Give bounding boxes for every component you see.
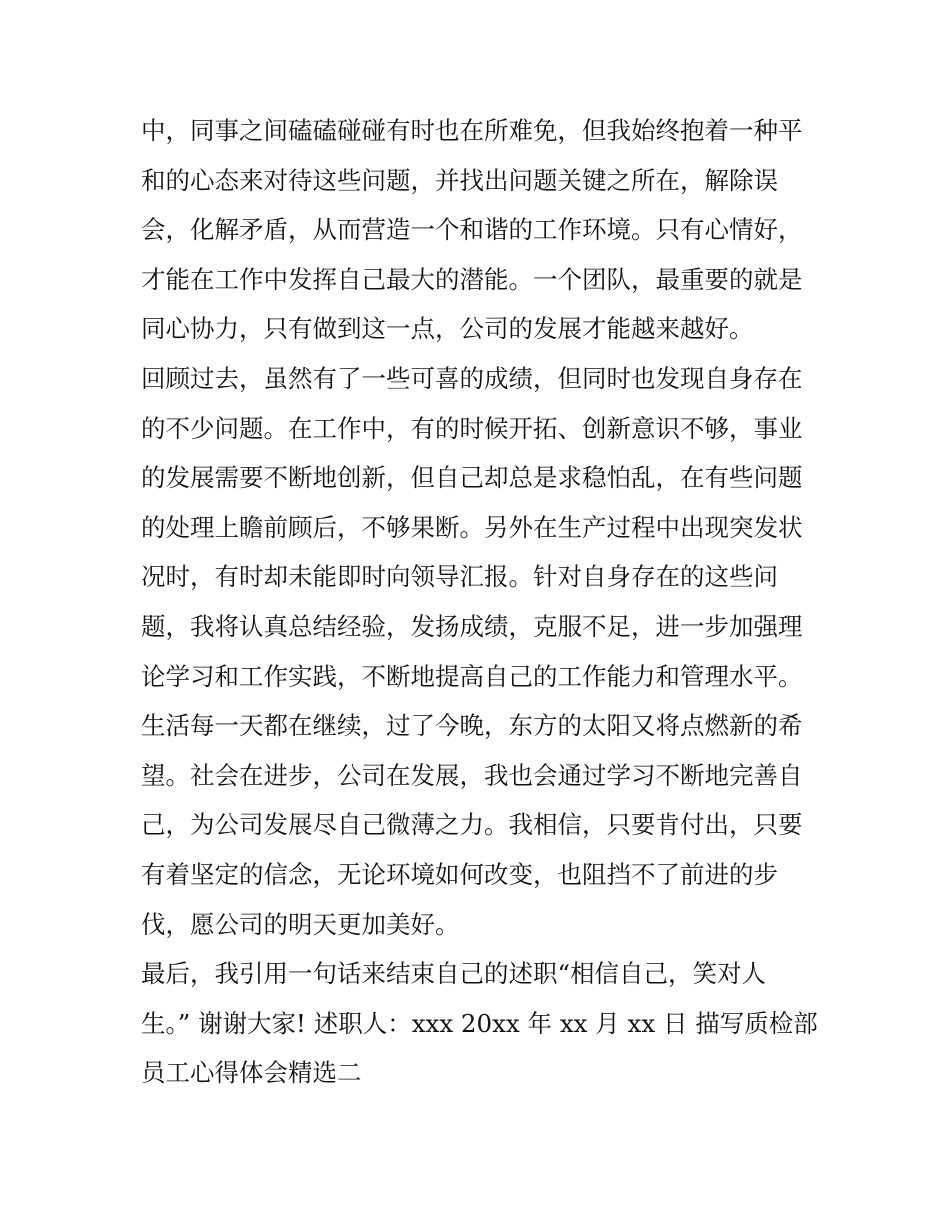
text-line: 的处理上瞻前顾后，不够果断。另外在生产过程中出现突发状 bbox=[141, 512, 803, 542]
text-line: 的不少问题。在工作中，有的时候开拓、创新意识不够，事业 bbox=[141, 413, 803, 443]
text-line: 伐，愿公司的明天更加美好。 bbox=[141, 909, 460, 939]
text-line: 同心协力，只有做到这一点，公司的发展才能越来越好。 bbox=[141, 314, 754, 344]
text-line: 题，我将认真总结经验，发扬成绩，克服不足，进一步加强理 bbox=[141, 611, 803, 641]
text-line: 况时，有时却未能即时向领导汇报。针对自身存在的这些问 bbox=[141, 562, 778, 592]
body-text bbox=[141, 106, 818, 1098]
text-line: 中，同事之间磕磕碰碰有时也在所难免，但我始终抱着一种平 bbox=[141, 116, 803, 145]
text-line: 望。社会在进步，公司在发展，我也会通过学习不断地完善自 bbox=[141, 760, 803, 790]
text-line: 员工心得体会精选二 bbox=[141, 1058, 362, 1088]
text-line: 生活每一天都在继续，过了今晚，东方的太阳又将点燃新的希 bbox=[141, 711, 803, 741]
text-line: 己，为公司发展尽自己微薄之力。我相信，只要肯付出，只要 bbox=[141, 810, 803, 840]
text-line: 最后，我引用一句话来结束自己的述职“相信自己，笑对人 bbox=[141, 959, 767, 989]
text-line: 的发展需要不断地创新，但自己却总是求稳怕乱，在有些问题 bbox=[141, 463, 803, 493]
text-line: 生。” 谢谢大家! 述职人：xxx 20xx 年 xx 月 xx 日 描写质检部 bbox=[141, 1008, 818, 1038]
text-line: 论学习和工作实践，不断地提高自己的工作能力和管理水平。 bbox=[141, 661, 803, 691]
text-line: 有着坚定的信念，无论环境如何改变，也阻挡不了前进的步 bbox=[141, 859, 778, 889]
text-line: 会，化解矛盾，从而营造一个和谐的工作环境。只有心情好， bbox=[141, 215, 803, 245]
text-line: 回顾过去，虽然有了一些可喜的成绩，但同时也发现自身存在 bbox=[141, 363, 803, 393]
text-line: 才能在工作中发挥自己最大的潜能。一个团队，最重要的就是 bbox=[141, 264, 803, 294]
text-line: 和的心态来对待这些问题，并找出问题关键之所在，解除误 bbox=[141, 165, 778, 195]
